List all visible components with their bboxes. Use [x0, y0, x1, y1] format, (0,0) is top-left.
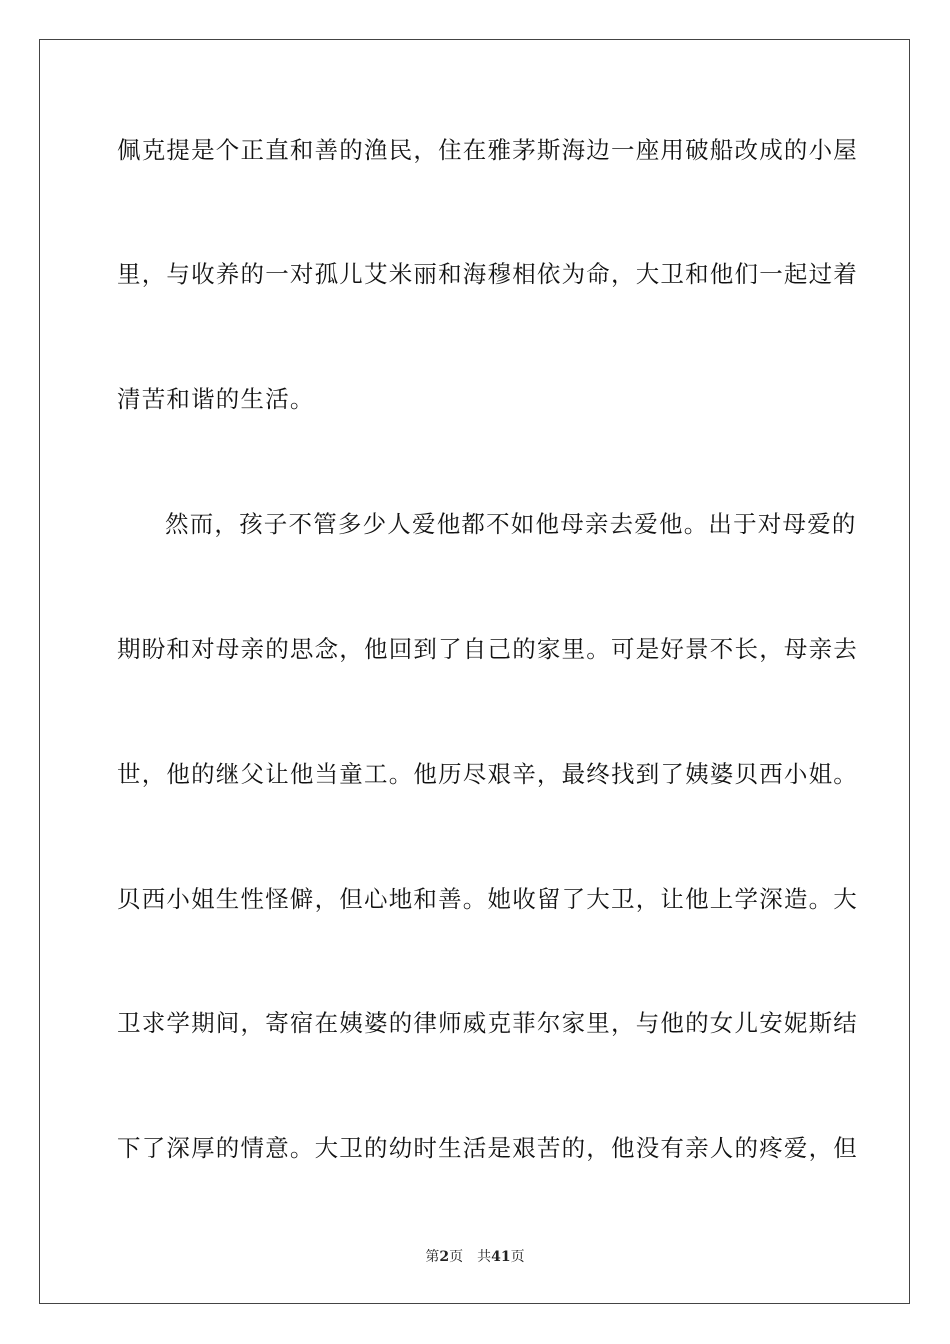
text-line-1: 佩克提是个正直和善的渔民，住在雅茅斯海边一座用破船改成的小屋 [117, 136, 858, 164]
text-line-2: 里，与收养的一对孤儿艾米丽和海穆相依为命，大卫和他们一起过着 [117, 260, 858, 288]
text-line-8: 卫求学期间，寄宿在姨婆的律师威克菲尔家里，与他的女儿安妮斯结 [117, 1009, 858, 1037]
page-footer [0, 1248, 950, 1266]
total-label-unit: 页 [510, 1249, 525, 1265]
text-line-6: 世，他的继父让他当童工。他历尽艰辛，最终找到了姨婆贝西小姐。 [117, 760, 858, 788]
page-border [39, 39, 910, 1304]
text-line-9: 下了深厚的情意。大卫的幼时生活是艰苦的，他没有亲人的疼爱，但 [117, 1134, 858, 1162]
text-line-3: 清苦和谐的生活。 [117, 385, 315, 413]
total-label-prefix: 共 [477, 1249, 492, 1265]
text-line-7: 贝西小姐生性怪僻，但心地和善。她收留了大卫，让他上学深造。大 [117, 885, 858, 913]
total-pages: 41 [491, 1249, 511, 1265]
text-line-4: 然而，孩子不管多少人爱他都不如他母亲去爱他。出于对母爱的 [165, 510, 857, 538]
text-line-5: 期盼和对母亲的思念，他回到了自己的家里。可是好景不长，母亲去 [117, 635, 858, 663]
page-number: 2 [439, 1249, 450, 1265]
page-label-prefix: 第 [425, 1249, 440, 1265]
page-label-unit: 页 [449, 1249, 464, 1265]
